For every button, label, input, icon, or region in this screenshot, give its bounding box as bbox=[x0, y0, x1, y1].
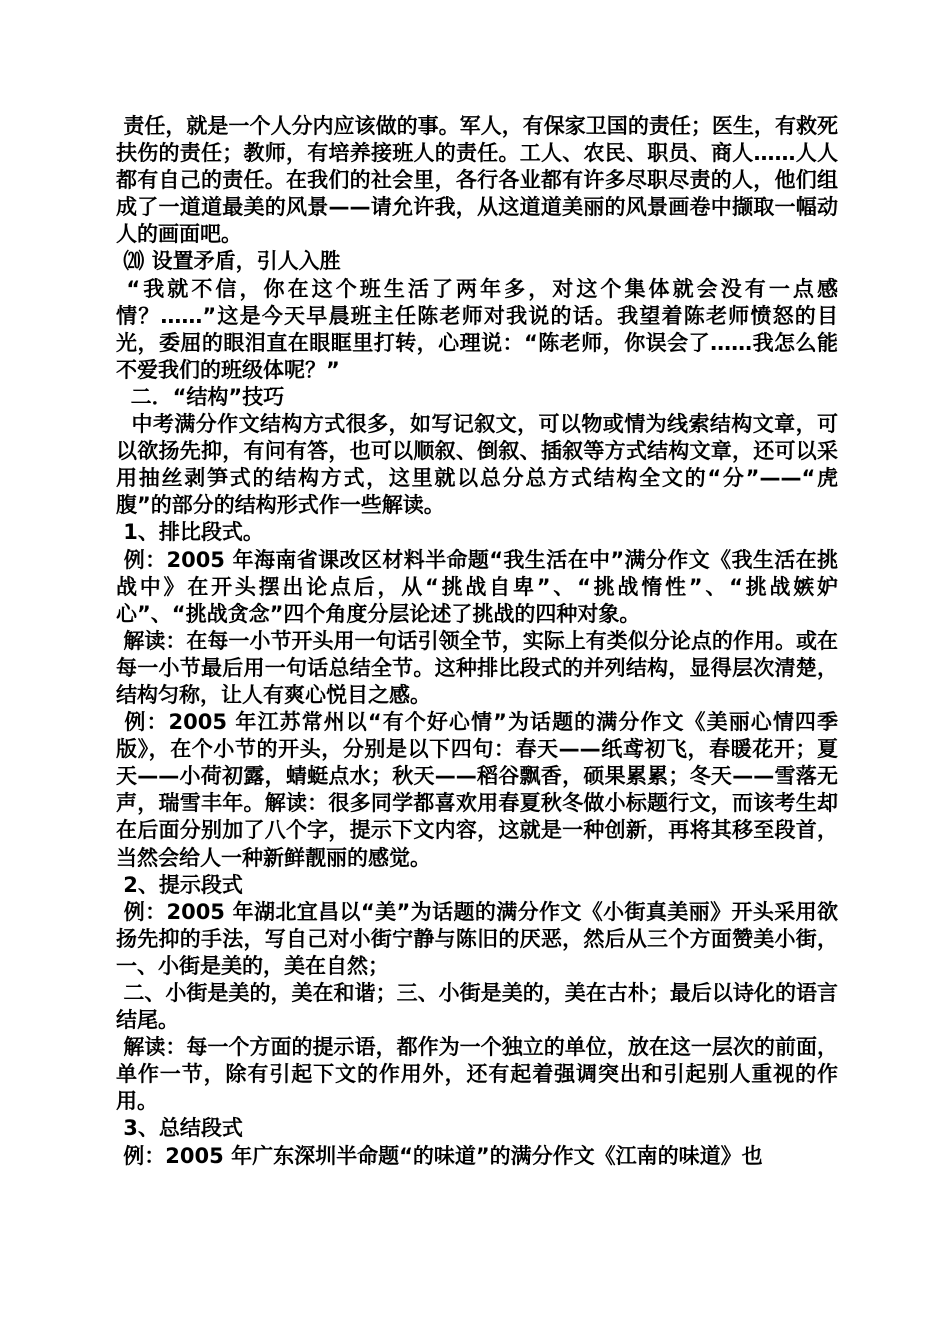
subheading-parallel-paragraphs: 1、排比段式。 bbox=[116, 520, 264, 545]
document-body bbox=[116, 113, 838, 1170]
paragraph-shenzhen-example: 例：2005 年广东深圳半命题“的味道”的满分作文《江南的味道》也 bbox=[116, 1143, 763, 1168]
paragraph-yichang-continued: 二、小街是美的，美在和谐；三、小街是美的，美在古朴；最后以诗化的语言结尾。 bbox=[116, 981, 838, 1033]
subheading-summary-paragraphs: 3、总结段式 bbox=[116, 1116, 243, 1141]
subheading-prompt-paragraphs: 2、提示段式 bbox=[116, 872, 243, 897]
paragraph-responsibility-intro: 责任，就是一个人分内应该做的事。军人，有保家卫国的责任；医生，有救死扶伤的责任；教师，有培养接班人的责任。工人、农民、职员、商人……人人都有自己的责任。在我们的社会里，各行各业都有许多尽职尽责的人，他们组成了一道道最美的风景——请允许我，从这道道美丽的风景画卷中撷取一幅动人的画面吧。 bbox=[116, 114, 838, 247]
paragraph-changzhou-example: 例：2005 年江苏常州以“有个好心情”为话题的满分作文《美丽心情四季版》，在个小节的开头，分别是以下四句：春天——纸鸢初飞，春暖花开；夏天——小荷初露，蜻蜓点水；秋天——稻谷飘香，硕果累累；冬天——雪落无声，瑞雪丰年。解读：很多同学都喜欢用春夏秋冬做小标题行文，而该考生却在后面分别加了八个字，提示下文内容，这就是一种创新，再将其移至段首，当然会给人一种新鲜靓丽的感觉。 bbox=[116, 710, 838, 870]
paragraph-hainan-interpretation: 解读：在每一小节开头用一句话引领全节，实际上有类似分论点的作用。或在每一小节最后用一句话总结全节。这种排比段式的并列结构，显得层次清楚，结构匀称，让人有爽心悦目之感。 bbox=[116, 628, 838, 707]
paragraph-conflict-example: “我就不信，你在这个班生活了两年多，对这个集体就会没有一点感情？……”这是今天早晨班主任陈老师对我说的话。我望着陈老师愤怒的目光，委屈的眼泪直在眼眶里打转，心理说：“陈老师，你误会了……我怎么能不爱我们的班级体呢？” bbox=[116, 276, 838, 382]
subheading-set-conflict: ⒇ 设置矛盾，引人入胜 bbox=[116, 249, 341, 274]
paragraph-yichang-interpretation: 解读：每一个方面的提示语，都作为一个独立的单位，放在这一层次的前面，单作一节，除有引起下文的作用外，还有起着强调突出和引起别人重视的作用。 bbox=[116, 1035, 838, 1114]
paragraph-structure-intro: 中考满分作文结构方式很多，如写记叙文，可以物或情为线索结构文章，可以欲扬先抑，有问有答，也可以顺叙、倒叙、插叙等方式结构文章，还可以采用抽丝剥笋式的结构方式，这里就以总分总方式结构全文的“分”——“虎腹”的部分的结构形式作一些解读。 bbox=[116, 412, 838, 518]
paragraph-yichang-example: 例：2005 年湖北宜昌以“美”为话题的满分作文《小街真美丽》开头采用欲扬先抑的手法，写自己对小街宁静与陈旧的厌恶，然后从三个方面赞美小街，一、小街是美的，美在自然； bbox=[116, 899, 838, 978]
paragraph-hainan-example: 例：2005 年海南省课改区材料半命题“我生活在中”满分作文《我生活在挑战中》在开头摆出论点后，从“挑战自卑”、“挑战惰性”、“挑战嫉妒心”、“挑战贪念”四个角度分层论述了挑战的四种对象。 bbox=[116, 547, 838, 626]
section-heading-structure-skills: 二．“结构”技巧 bbox=[116, 384, 285, 409]
